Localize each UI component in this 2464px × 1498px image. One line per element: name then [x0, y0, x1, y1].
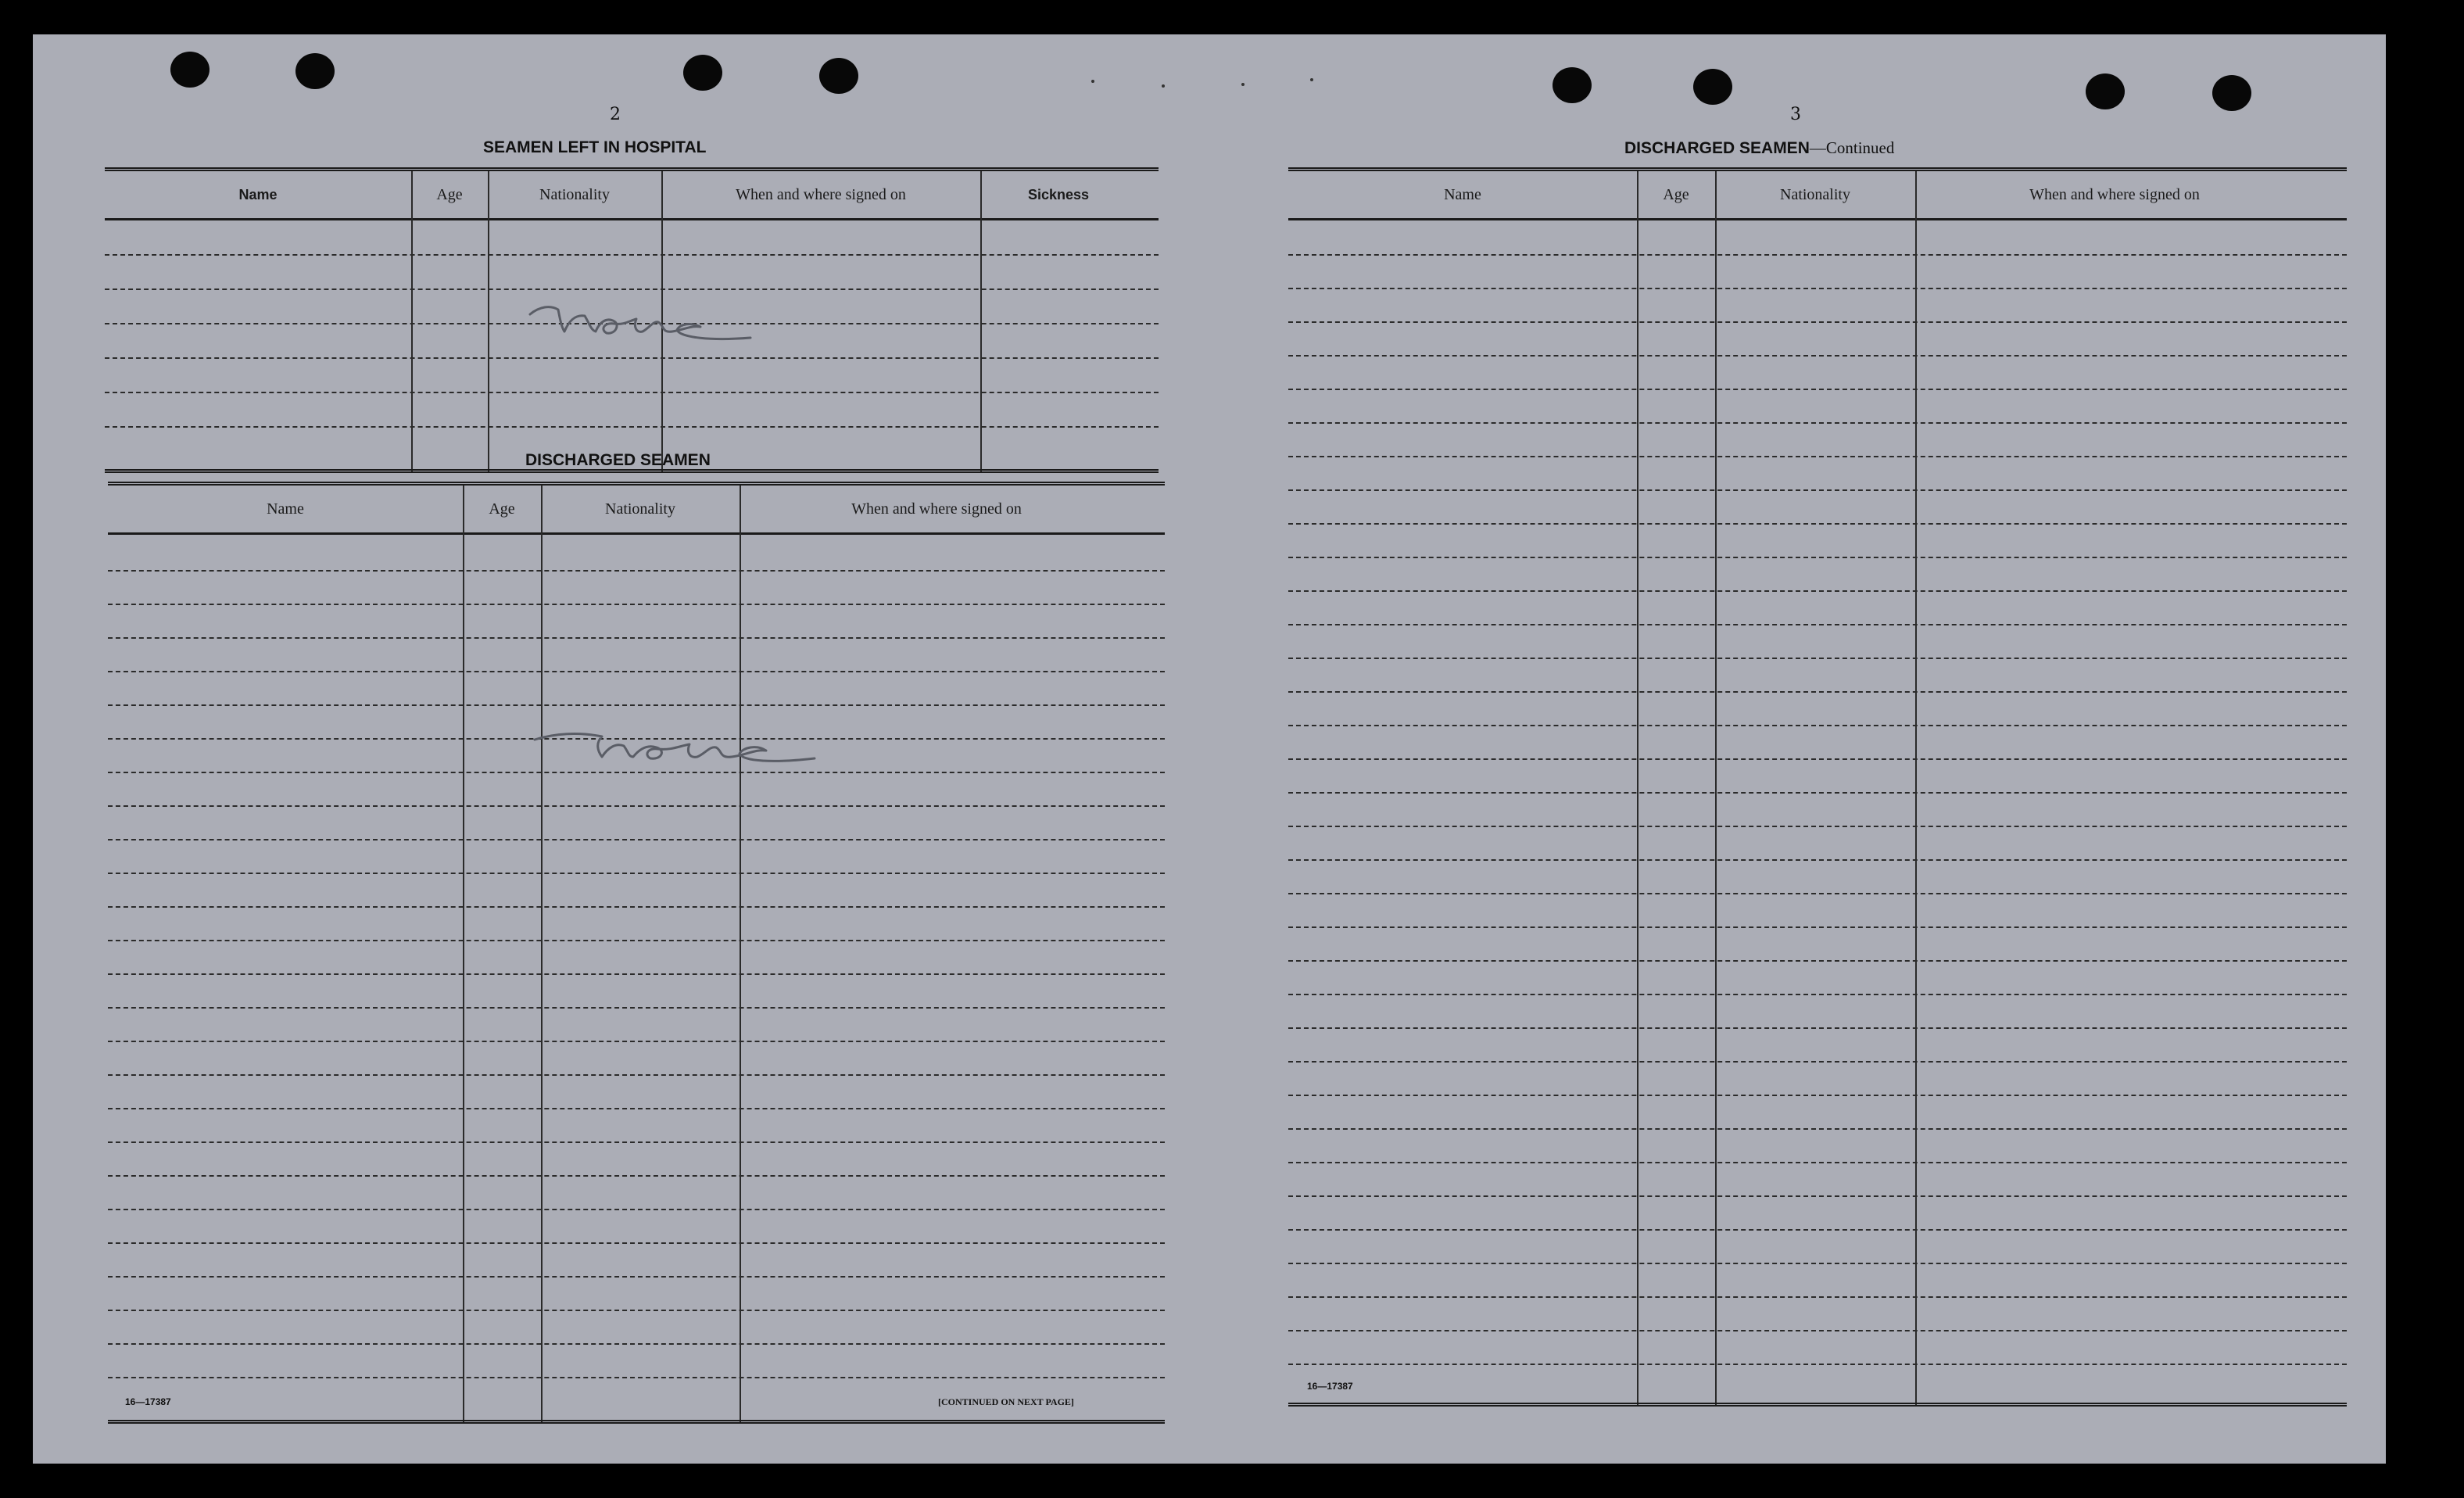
form-number-left: 16—17387 [125, 1396, 171, 1407]
row-line [108, 1074, 1165, 1076]
column-header-age: Age [436, 185, 463, 203]
row-line [1288, 1364, 2347, 1365]
row-line [1288, 758, 2347, 760]
column-divider [541, 486, 543, 1424]
row-line [1288, 1229, 2347, 1231]
column-divider [661, 171, 663, 473]
row-line [108, 637, 1165, 639]
row-line [1288, 792, 2347, 794]
hospital-section-title: SEAMEN LEFT IN HOSPITAL [483, 138, 707, 156]
row-line [1288, 489, 2347, 491]
row-line [1288, 321, 2347, 323]
row-line [108, 906, 1165, 908]
row-line [108, 1310, 1165, 1311]
row-line [105, 254, 1159, 256]
row-line [105, 357, 1159, 359]
row-line [108, 940, 1165, 941]
row-line [1288, 1195, 2347, 1197]
row-line [1288, 288, 2347, 289]
column-divider [980, 171, 982, 473]
row-line [1288, 1061, 2347, 1063]
table-bottom-rule [1288, 1403, 2347, 1407]
column-divider [1715, 171, 1717, 1407]
row-line [108, 772, 1165, 773]
row-line [1288, 960, 2347, 962]
row-line [1288, 826, 2347, 827]
row-line [1288, 1263, 2347, 1264]
column-header-name: Name [267, 500, 304, 518]
row-line [108, 839, 1165, 840]
punch-hole [295, 53, 335, 89]
column-divider [411, 171, 413, 473]
continued-suffix: —Continued [1809, 138, 1895, 157]
row-line [105, 392, 1159, 393]
discharged-section-title: DISCHARGED SEAMEN [525, 451, 711, 469]
row-line [105, 426, 1159, 428]
row-line [1288, 1330, 2347, 1331]
continued-note: [CONTINUED ON NEXT PAGE] [938, 1396, 1074, 1407]
row-line [1288, 1128, 2347, 1130]
row-line [1288, 1162, 2347, 1163]
row-line [1288, 1296, 2347, 1298]
row-line [108, 1343, 1165, 1345]
punch-hole [2212, 75, 2251, 111]
column-divider [463, 486, 464, 1424]
row-line [1288, 422, 2347, 424]
document-sheet [33, 34, 2386, 1464]
column-divider [1637, 171, 1638, 1407]
row-line [1288, 893, 2347, 894]
punch-hole [2086, 73, 2125, 109]
row-line [1288, 523, 2347, 525]
row-line [108, 1141, 1165, 1143]
column-header-age: Age [1663, 185, 1689, 203]
row-line [1288, 926, 2347, 928]
row-line [108, 738, 1165, 740]
discharged-continued-table [1288, 167, 2347, 1407]
row-line [108, 604, 1165, 605]
table-bottom-rule [108, 1420, 1165, 1424]
row-line [108, 1242, 1165, 1244]
column-divider [488, 171, 489, 473]
speck [1241, 83, 1245, 86]
row-line [108, 1276, 1165, 1278]
row-line [108, 973, 1165, 975]
row-line [1288, 456, 2347, 457]
row-line [108, 1209, 1165, 1210]
row-line [108, 1175, 1165, 1177]
row-line [108, 1108, 1165, 1109]
row-line [1288, 557, 2347, 558]
row-line [1288, 658, 2347, 659]
discharged-continued-table-header [1288, 171, 2347, 220]
row-line [1288, 994, 2347, 995]
row-line [1288, 389, 2347, 390]
row-line [108, 1377, 1165, 1378]
page-number-left: 2 [610, 105, 621, 124]
hospital-table-header [105, 171, 1159, 220]
column-header-nationality: Nationality [539, 185, 610, 203]
column-header-age: Age [489, 500, 515, 518]
row-line [1288, 725, 2347, 726]
row-line [108, 1007, 1165, 1009]
row-line [1288, 624, 2347, 625]
discharged-continued-title-text: DISCHARGED SEAMEN [1624, 139, 1810, 157]
row-line [108, 1041, 1165, 1042]
punch-hole [1553, 67, 1592, 103]
row-line [1288, 1027, 2347, 1029]
page-number-right: 3 [1790, 105, 1801, 124]
column-header-signed-on: When and where signed on [736, 185, 906, 203]
speck [1310, 78, 1313, 81]
row-line [1288, 254, 2347, 256]
row-line [108, 570, 1165, 572]
punch-hole [819, 58, 858, 94]
row-line [105, 323, 1159, 324]
discharged-table-header [108, 486, 1165, 535]
discharged-table [108, 482, 1165, 1424]
row-line [1288, 355, 2347, 357]
hospital-table [105, 167, 1159, 473]
row-line [108, 671, 1165, 672]
column-divider [740, 486, 741, 1424]
row-line [1288, 859, 2347, 861]
row-line [1288, 1095, 2347, 1096]
speck [1162, 84, 1165, 88]
column-divider [1915, 171, 1917, 1407]
row-line [108, 704, 1165, 706]
punch-hole [683, 55, 722, 91]
form-number-right: 16—17387 [1307, 1381, 1353, 1392]
column-header-nationality: Nationality [1780, 185, 1850, 203]
column-header-name: Name [1444, 185, 1481, 203]
column-header-nationality: Nationality [605, 500, 675, 518]
punch-hole [170, 52, 210, 88]
row-line [1288, 590, 2347, 592]
row-line [108, 873, 1165, 874]
column-header-sickness: Sickness [1027, 186, 1090, 202]
column-header-signed-on: When and where signed on [2029, 185, 2200, 203]
speck [1091, 80, 1094, 83]
punch-hole [1693, 69, 1732, 105]
column-header-name: Name [238, 186, 278, 202]
row-line [105, 288, 1159, 290]
row-line [108, 805, 1165, 807]
discharged-continued-title [1624, 138, 1894, 158]
row-line [1288, 691, 2347, 693]
column-header-signed-on: When and where signed on [851, 500, 1022, 518]
